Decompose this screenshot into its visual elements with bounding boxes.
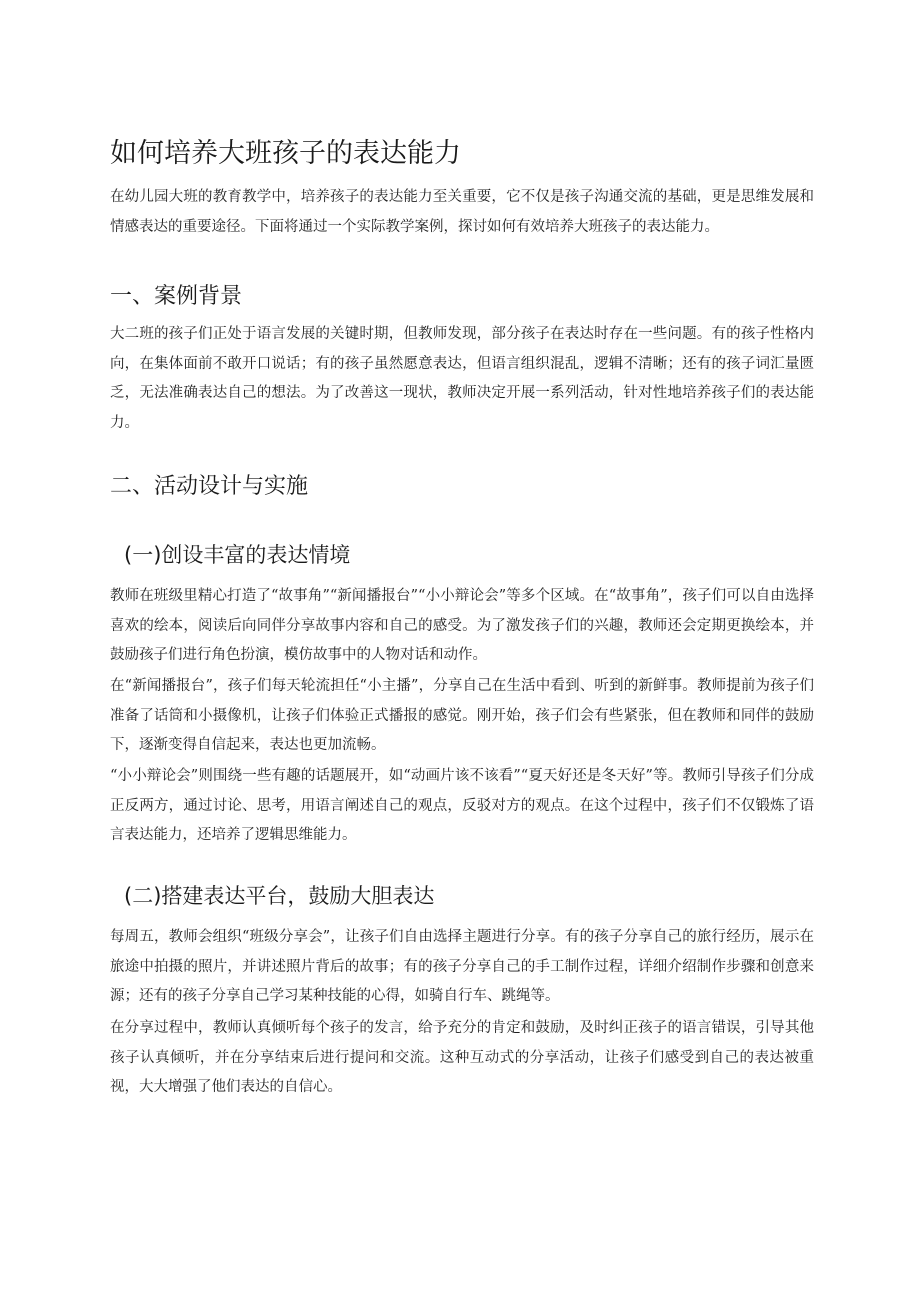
background-paragraph: 大二班的孩子们正处于语言发展的关键时期，但教师发现，部分孩子在表达时存在一些问题。有的孩子性格内向，在集体面前不敢开口说话；有的孩子虽然愿意表达，但语言组织混乱，逻辑不清晰；还有的孩子词汇量匮乏，无法准确表达自己的想法。为了改善这一现状，教师决定开展一系列活动，针对性地培养孩子们的表达能力。 xyxy=(110,326,814,431)
section-heading-activity: 二、活动设计与实施 xyxy=(110,474,309,499)
subsection-heading-context: (一)创设丰富的表达情境 xyxy=(124,543,351,567)
platform-paragraph-feedback: 在分享过程中，教师认真倾听每个孩子的发言，给予充分的肯定和鼓励，及时纠正孩子的语言错误，引导其他孩子认真倾听，并在分享结束后进行提问和交流。这种互动式的分享活动，让孩子们感受到自己的表达被重视，大大增强了他们表达的自信心。 xyxy=(110,1020,814,1095)
context-paragraph-story-corner: 教师在班级里精心打造了“故事角”“新闻播报台”“小小辩论会”等多个区域。在“故事角”，孩子们可以自由选择喜欢的绘本，阅读后向同伴分享故事内容和自己的感受。为了激发孩子们的兴趣，教师还会定期更换绘本，并鼓励孩子们进行角色扮演，模仿故事中的人物对话和动作。 xyxy=(110,588,814,663)
subsection-heading-platform: (二)搭建表达平台，鼓励大胆表达 xyxy=(124,884,435,908)
intro-paragraph: 在幼儿园大班的教育教学中，培养孩子的表达能力至关重要，它不仅是孩子沟通交流的基础，更是思维发展和情感表达的重要途径。下面将通过一个实际教学案例，探讨如何有效培养大班孩子的表达能力。 xyxy=(110,189,814,235)
document-title: 如何培养大班孩子的表达能力 xyxy=(110,138,461,169)
section-heading-background: 一、案例背景 xyxy=(110,284,243,309)
platform-paragraph-sharing: 每周五，教师会组织“班级分享会”，让孩子们自由选择主题进行分享。有的孩子分享自己的旅行经历，展示在旅途中拍摄的照片，并讲述照片背后的故事；有的孩子分享自己的手工制作过程，详细介绍制作步骤和创意来源；还有的孩子分享自己学习某种技能的心得，如骑自行车、跳绳等。 xyxy=(110,929,814,1004)
context-paragraph-debate: “小小辩论会”则围绕一些有趣的话题展开，如“动画片该不该看”“夏天好还是冬天好”等。教师引导孩子们分成正反两方，通过讨论、思考，用语言阐述自己的观点，反驳对方的观点。在这个过程中，孩子们不仅锻炼了语言表达能力，还培养了逻辑思维能力。 xyxy=(110,768,814,843)
context-paragraph-news-desk: 在“新闻播报台”，孩子们每天轮流担任“小主播”，分享自己在生活中看到、听到的新鲜事。教师提前为孩子们准备了话筒和小摄像机，让孩子们体验正式播报的感觉。刚开始，孩子们会有些紧张，但在教师和同伴的鼓励下，逐渐变得自信起来，表达也更加流畅。 xyxy=(110,678,814,753)
